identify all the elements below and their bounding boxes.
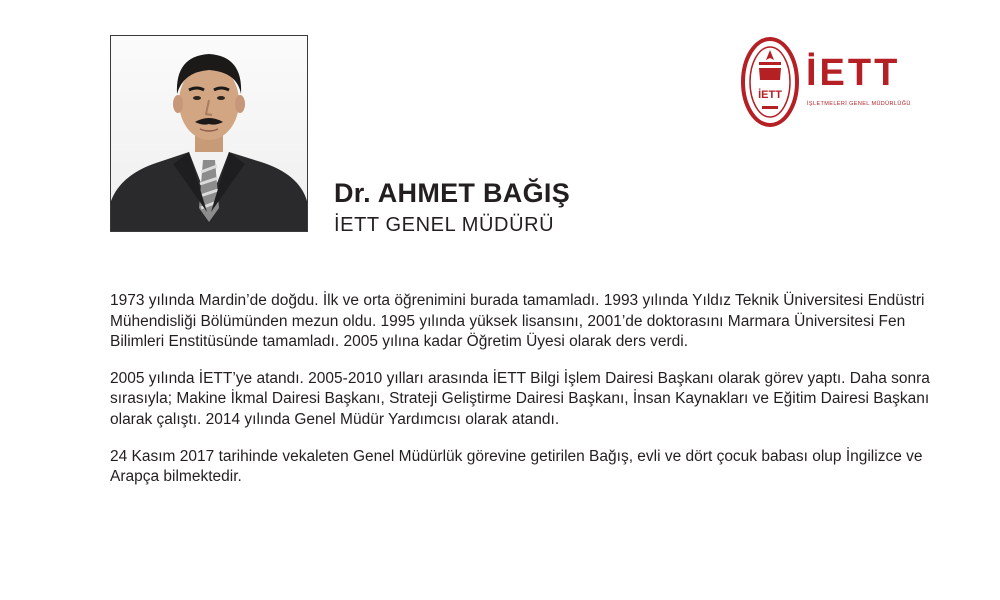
logo-subtitle: İŞLETMELERİ GENEL MÜDÜRLÜĞÜ xyxy=(807,101,911,107)
iett-logo xyxy=(740,36,920,128)
iett-seal-icon xyxy=(740,36,800,128)
bio-paragraph: 2005 yılında İETT’ye atandı. 2005-2010 yılları arasında İETT Bilgi İşlem Dairesi Başkanı olarak görev yaptı. Daha sonra sırasıyla; Makine İkmal Dairesi Başkanı, Strateji Geliştirme Dairesi Başkanı, İnsan Kaynakları ve Eğitim Dairesi Başkanı olarak çalıştı. 2014 yılında Genel Müdür Yardımcısı olarak atandı. xyxy=(110,369,930,428)
biography xyxy=(110,291,940,504)
logo-wordmark: İETT xyxy=(806,52,901,94)
seal-label: İETT xyxy=(758,89,782,101)
portrait-photo xyxy=(110,35,308,232)
person-title: İETT GENEL MÜDÜRÜ xyxy=(334,214,555,236)
person-name: Dr. AHMET BAĞIŞ xyxy=(334,178,571,208)
bio-paragraph: 24 Kasım 2017 tarihinde vekaleten Genel Müdürlük görevine getirilen Bağış, evli ve dört çocuk babası olup İngilizce ve Arapça bilmektedir. xyxy=(110,447,923,486)
bio-paragraph: 1973 yılında Mardin’de doğdu. İlk ve orta öğrenimini burada tamamladı. 1993 yılında Yıldız Teknik Üniversitesi Endüstri Mühendisliği Bölümünden mezun oldu. 1995 yılında yüksek lisansını, 2001’de doktorasını Marmara Üniversitesi Fen Bilimleri Enstitüsünde tamamladı. 2005 yılına kadar Öğretim Üyesi olarak ders verdi. xyxy=(110,292,925,351)
